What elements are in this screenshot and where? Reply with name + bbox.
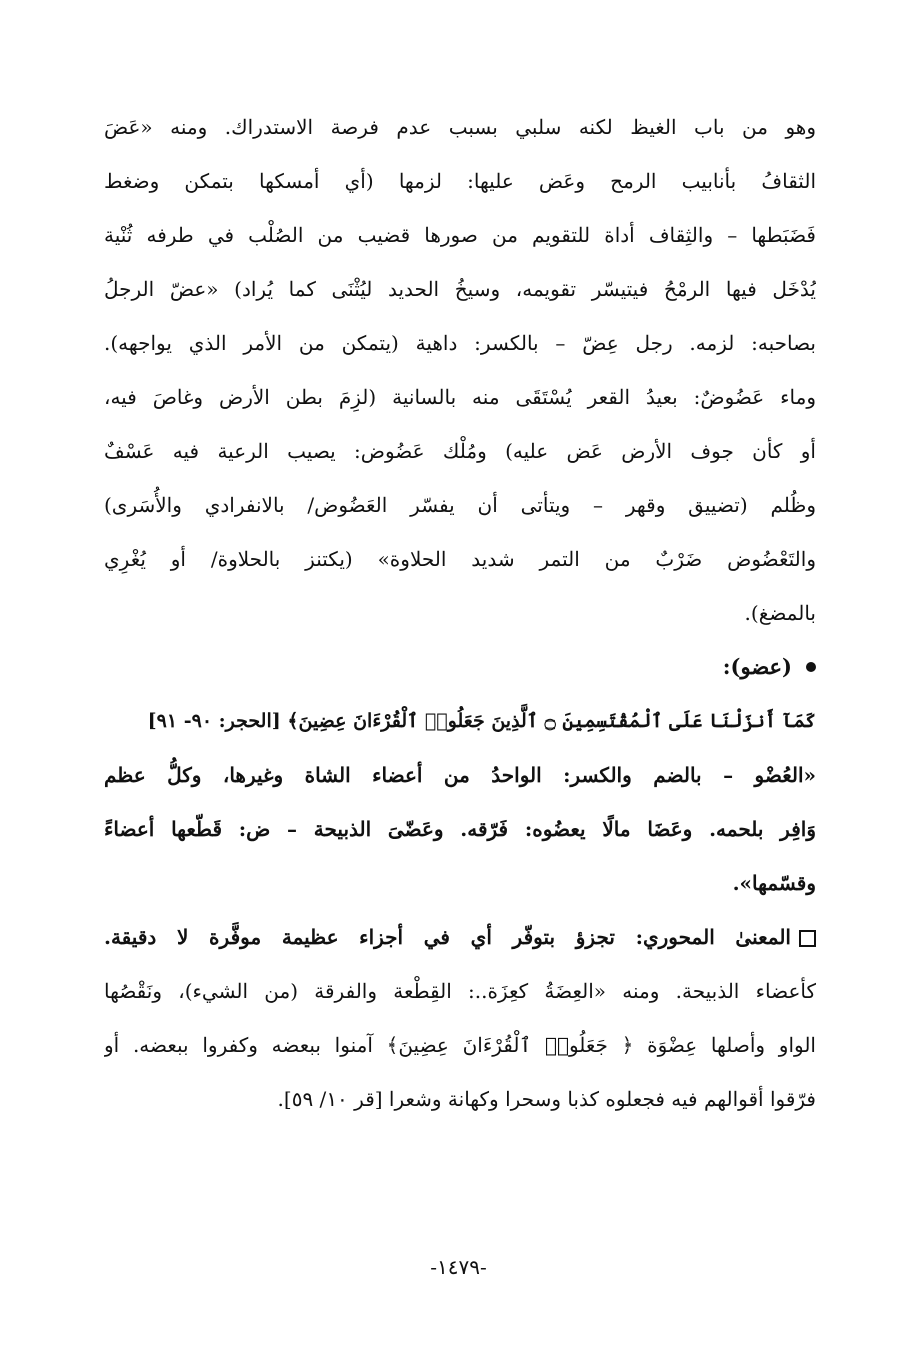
core-meaning-line <box>104 910 816 964</box>
text-line: والتَعْضُوض ضَرْبٌ من التمر شديد الحلاوة» (يكتنز بالحلاوة/ أو يُغْرِي <box>104 547 816 571</box>
entry-heading-label: (عضو): <box>722 654 792 679</box>
text-line: كأعضاء الذبيحة. ومنه «العِضَةُ كعِزَة..: القِطْعة والفرقة (من الشيء)، ونَقْصُها <box>104 979 816 1003</box>
text-line: وَافِر بلحمه. وعَضَا مالًا يعضُوه: فَرّقه. وعَضّىَ الذبيحة – ض: قَطّعها أعضاءً <box>104 817 816 841</box>
text-line: الواو وأصلها عِضْوَة ﴿ جَعَلُوا۟ ٱلْقُرْءَانَ عِضِينَ﴾ آمنوا ببعضه وكفروا ببعضه. أو <box>104 1033 816 1057</box>
text-line: وظُلم (تضييق وقهر – ويتأتى أن يفسّر العَضُوض/ بالانفرادي والأُسَرى) <box>104 493 816 517</box>
page-number: -١٤٧٩- <box>430 1255 487 1279</box>
text-line: وماء عَضُوضٌ: بعيدُ القعر يُسْتَقَى منه بالسانية (لزِمَ بطن الأرض وغاصَ فيه، <box>104 385 816 409</box>
page-body <box>104 100 816 1126</box>
text-line: بصاحبه: لزمه. رجل عِضّ – بالكسر: داهية (يتمكن من الأمر الذي يواجهه). <box>104 331 816 355</box>
square-marker-icon <box>799 930 816 947</box>
paragraph-3 <box>104 910 816 1126</box>
text-line: بالمضغ). <box>744 601 816 625</box>
paragraph-1 <box>104 100 816 640</box>
entry-heading <box>104 640 816 694</box>
text-line: وهو من باب الغيظ لكنه سلبي بسبب عدم فرصة الاستدراك. ومنه «عَضَ <box>104 115 816 139</box>
paragraph-2 <box>104 748 816 910</box>
text-line: أو كأن جوف الأرض عَض عليه) ومُلْك عَضُوض: يصيب الرعية فيه عَسْفٌ <box>104 439 816 463</box>
text-line: «العُضْو – بالضم والكسر: الواحدُ من أعضاء الشاة وغيرها، وكلُّ عظم <box>104 763 816 787</box>
core-meaning-text: المعنىٰ المحوري: تجزؤ بتوفّر أي في أجزاء عظيمة موفَّرة لا دقيقة. <box>104 925 791 949</box>
bullet-icon <box>806 662 816 672</box>
text-line: فَضَبَطها – والثِقاف أداة للتقويم من صورها قضيب من الصُلْب في طرفه ثُنْية <box>104 223 816 247</box>
text-line: الثقافُ بأنابيب الرمح وعَض عليها: لزمها (أي أمسكها بتمكن وضغط <box>104 169 816 193</box>
quran-verse: كَمَآ أَنزَلْنَا عَلَى ٱلْمُقْتَسِمِينَ ۝ ٱلَّذِينَ جَعَلُوا۟ ٱلْقُرْءَانَ عِضِينَ﴾ [الحجر: ٩٠- ٩١] <box>147 710 816 732</box>
text-line: يُدْخَل فيها الرمْحُ فيتيسّر تقويمه، وسيخُ الحديد ليُثْنَى كما يُراد) «عضّ الرجلُ <box>104 277 816 301</box>
text-line: وقسّمها». <box>732 871 816 895</box>
text-line: فرّقوا أقوالهم فيه فجعلوه كذبا وسحرا وكهانة وشعرا [قر ١٠/ ٥٩]. <box>277 1087 816 1111</box>
